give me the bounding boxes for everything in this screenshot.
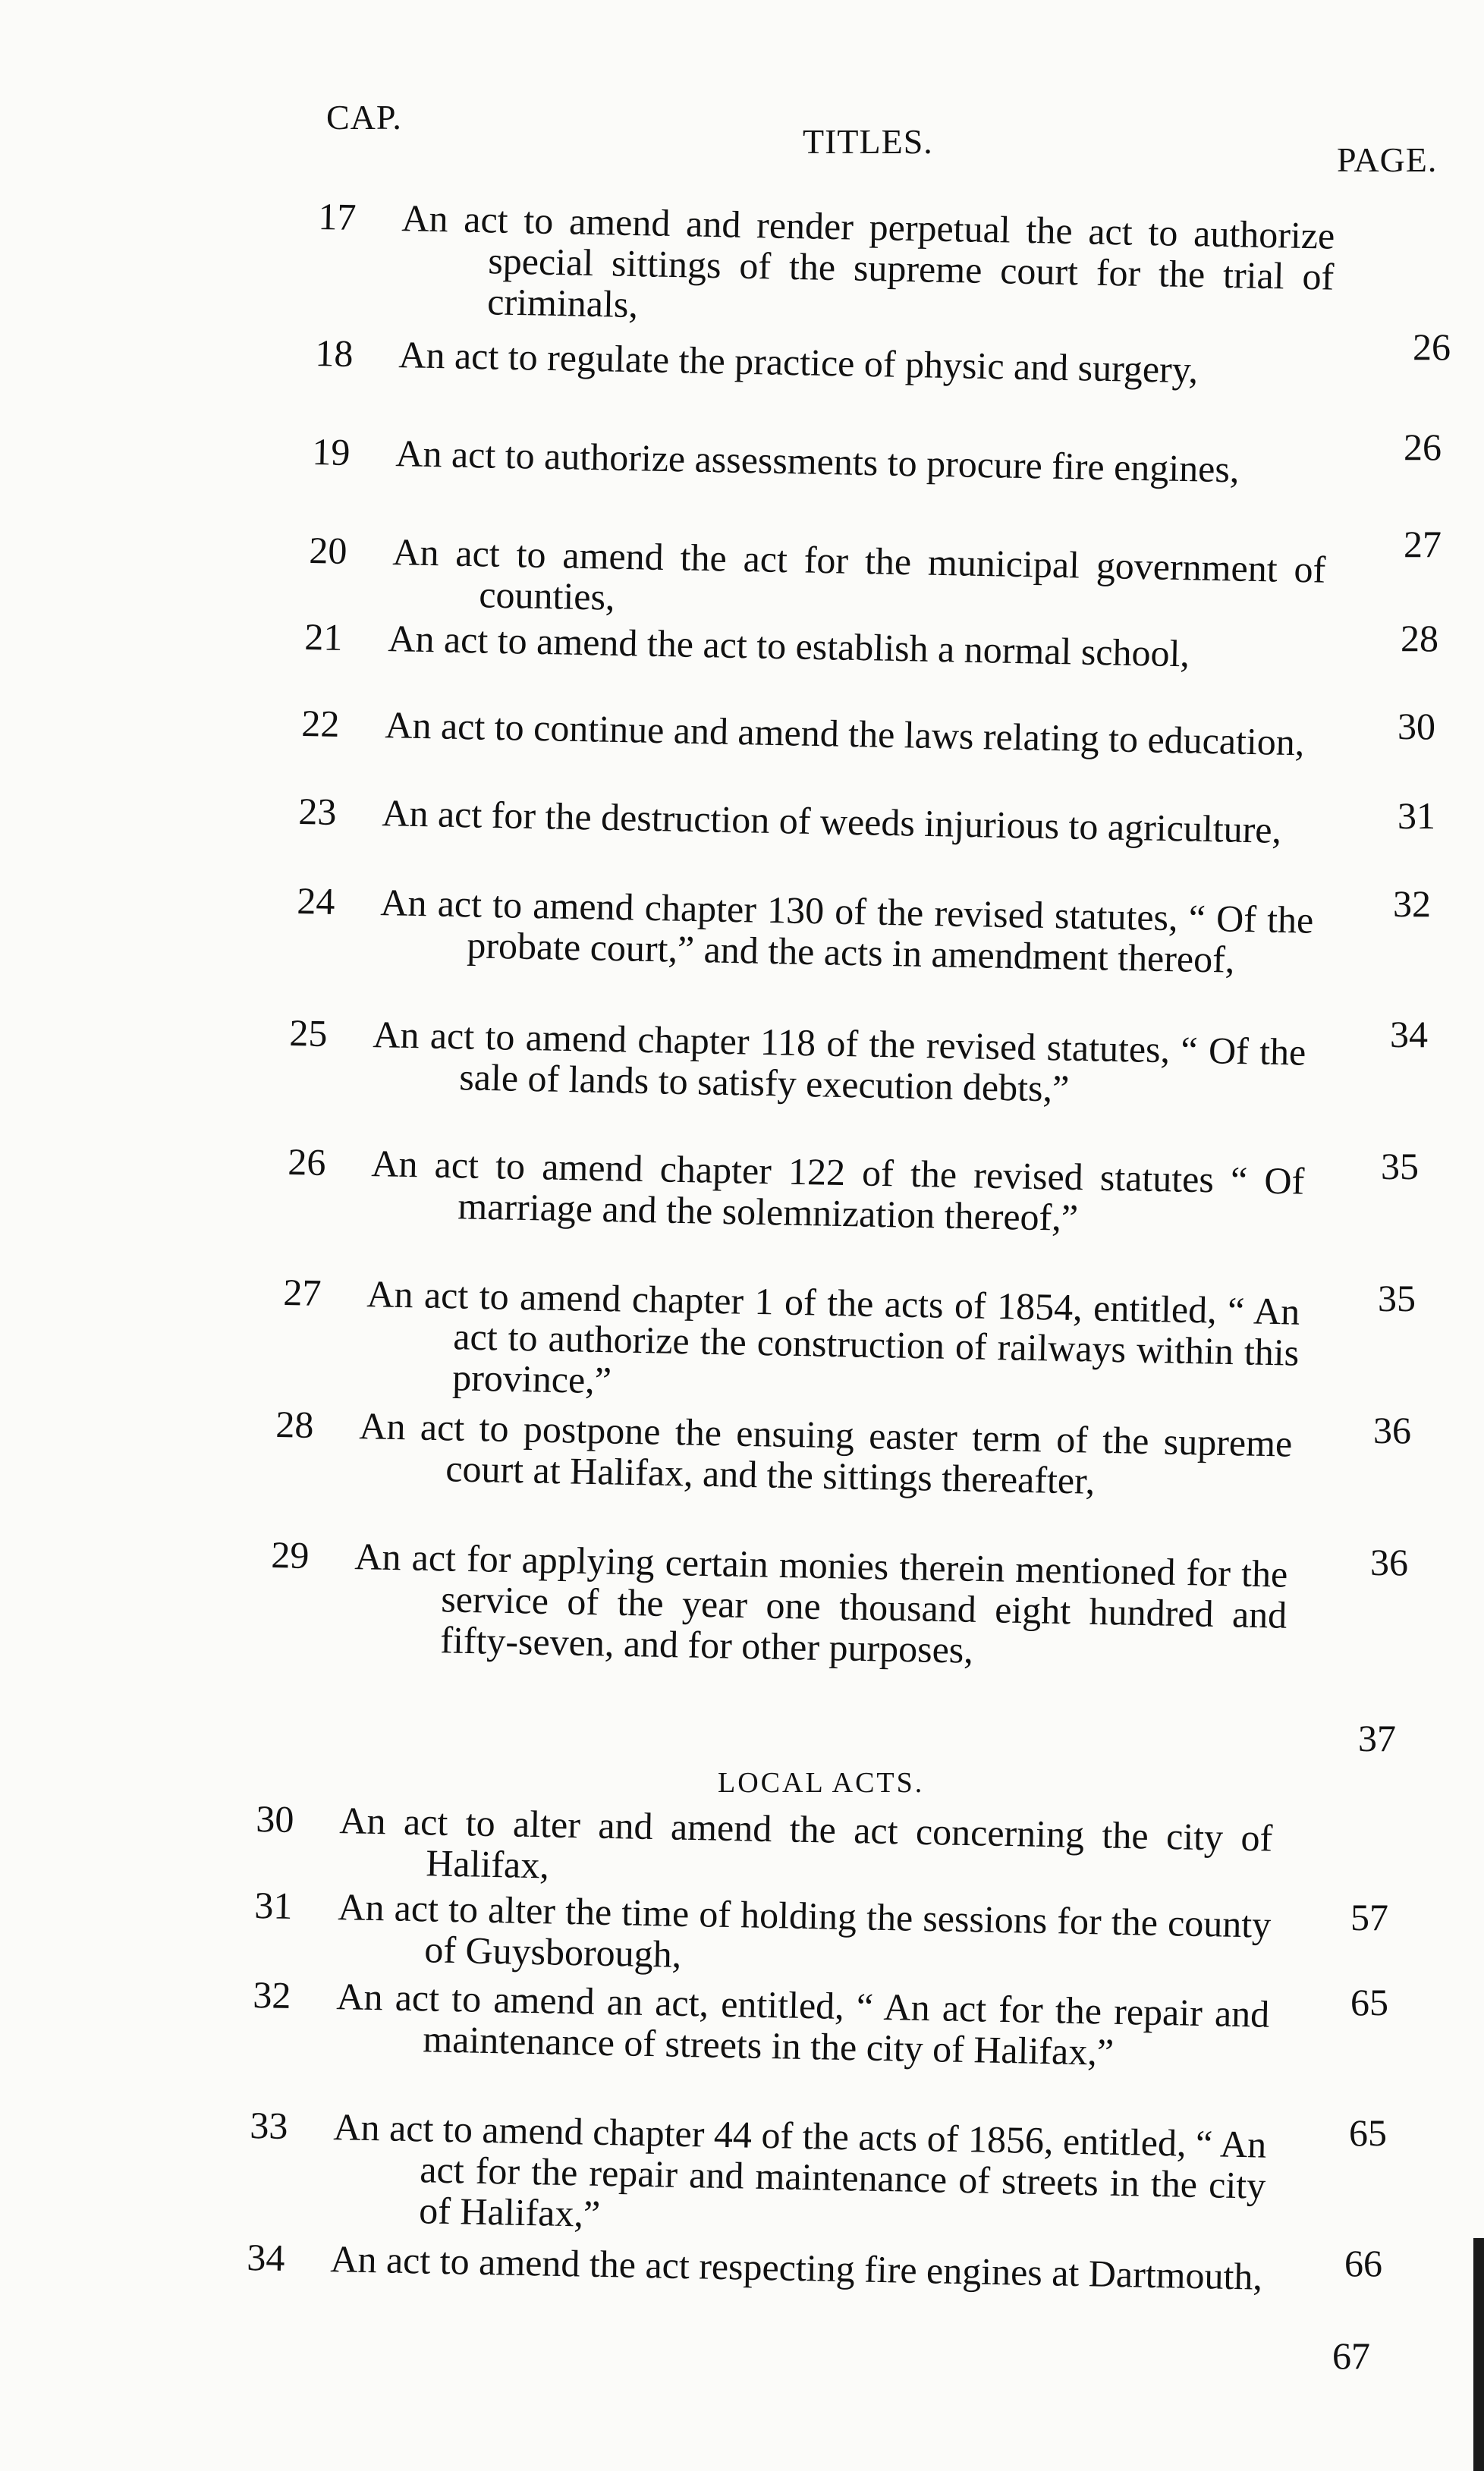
act-title: An act to amend chapter 44 of the acts of 1856, entitled, “ An act for the repair and maintenance of streets in the city of Halifax,”: [332, 2105, 1267, 2235]
list-item: [314, 332, 1332, 443]
page-number: 30: [1398, 705, 1435, 747]
page-number: 27: [1404, 523, 1442, 565]
cap-number: 20: [308, 529, 348, 572]
cap-number: 27: [282, 1271, 322, 1314]
page-column-header: PAGE.: [1337, 140, 1438, 179]
act-title: An act to continue and amend the laws relating to education,: [384, 703, 1305, 764]
cap-number: 34: [246, 2236, 286, 2279]
act-title: An act to alter and amend the act concerning the city of Halifax,: [338, 1799, 1273, 1887]
act-title: An act to amend chapter 122 of the revised statutes “ Of marriage and the solemnization thereof,”: [370, 1142, 1305, 1239]
page-number: 65: [1349, 2111, 1387, 2154]
cap-number: 21: [303, 615, 344, 659]
cap-number: 23: [297, 790, 338, 833]
cap-number: 26: [287, 1140, 327, 1184]
page-number: 37: [1358, 1717, 1396, 1759]
act-title: An act for the destruction of weeds injurious to agriculture,: [381, 791, 1282, 851]
list-item: [246, 2237, 1264, 2347]
cap-number: 29: [270, 1533, 310, 1577]
act-title: An act to amend the act respecting fire engines at Dartmouth,: [329, 2237, 1263, 2298]
cap-column-header: CAP.: [326, 98, 402, 137]
cap-number: 32: [252, 1973, 292, 2017]
cap-number: 31: [253, 1884, 294, 1927]
titles-column-header: TITLES.: [803, 122, 933, 161]
list-item: [248, 2105, 1267, 2261]
cap-number: 25: [288, 1011, 329, 1055]
page-number: 34: [1390, 1013, 1428, 1055]
cap-number: 24: [296, 879, 336, 923]
page-number: 57: [1350, 1896, 1388, 1938]
page-number: 28: [1401, 617, 1438, 659]
act-title: An act for applying certain monies therein mentioned for the service of the year one thousand eight hundred and fifty-seven, and for other purposes,: [354, 1535, 1288, 1671]
page-number: 36: [1373, 1409, 1411, 1451]
act-title: An act to amend and render perpetual the act to authorize special sittings of the supreme court for the trial of criminals,: [401, 196, 1335, 326]
page-number: 66: [1344, 2242, 1382, 2284]
page-number: 65: [1350, 1981, 1388, 2023]
page-edge-shadow: [1473, 2238, 1484, 2471]
cap-number: 22: [300, 702, 341, 745]
cap-number: 33: [249, 2104, 289, 2147]
act-title: An act to amend chapter 1 of the acts of 1854, entitled, “ An act to authorize the construction of railways within this province,”: [366, 1272, 1300, 1402]
cap-number: 30: [255, 1797, 295, 1841]
page-number: 26: [1413, 325, 1451, 368]
cap-number: 18: [314, 332, 354, 375]
act-title: An act to amend the act for the municipal government of counties,: [391, 530, 1326, 618]
act-title: An act to amend an act, entitled, “ An act for the repair and maintenance of streets in the city of Halifax,”: [335, 1975, 1270, 2073]
page-number: 35: [1381, 1145, 1419, 1187]
act-title: An act to alter the time of holding the sessions for the county of Guysborough,: [337, 1885, 1272, 1976]
section-heading-local-acts: LOCAL ACTS.: [718, 1767, 925, 1799]
list-item: [295, 880, 1314, 1036]
act-title: An act to amend chapter 130 of the revised statutes, “ Of the probate court,” and the acts in amendment thereof,: [379, 881, 1314, 981]
act-title: An act to regulate the practice of physic and surgery,: [398, 333, 1199, 391]
page-number: 67: [1332, 2334, 1370, 2377]
page-number: 35: [1378, 1277, 1416, 1319]
list-item: [281, 1272, 1300, 1428]
act-title: An act to amend chapter 118 of the revised statutes, “ Of the sale of lands to satisfy execution debts,”: [372, 1013, 1306, 1110]
list-item: [311, 431, 1329, 542]
cap-number: 19: [311, 430, 351, 473]
act-title: An act to amend the act to establish a normal school,: [387, 617, 1190, 675]
page-number: 26: [1404, 426, 1442, 468]
act-title: An act to postpone the ensuing easter term of the supreme court at Halifax, and the sittings thereafter,: [358, 1404, 1293, 1502]
cap-number: 17: [317, 195, 357, 238]
page-number: 31: [1398, 794, 1435, 837]
list-item: [268, 1534, 1287, 1736]
page-number: 36: [1370, 1541, 1408, 1583]
cap-number: 28: [275, 1403, 315, 1446]
act-title: An act to authorize assessments to procure fire engines,: [395, 432, 1240, 491]
page-number: 32: [1393, 882, 1431, 925]
